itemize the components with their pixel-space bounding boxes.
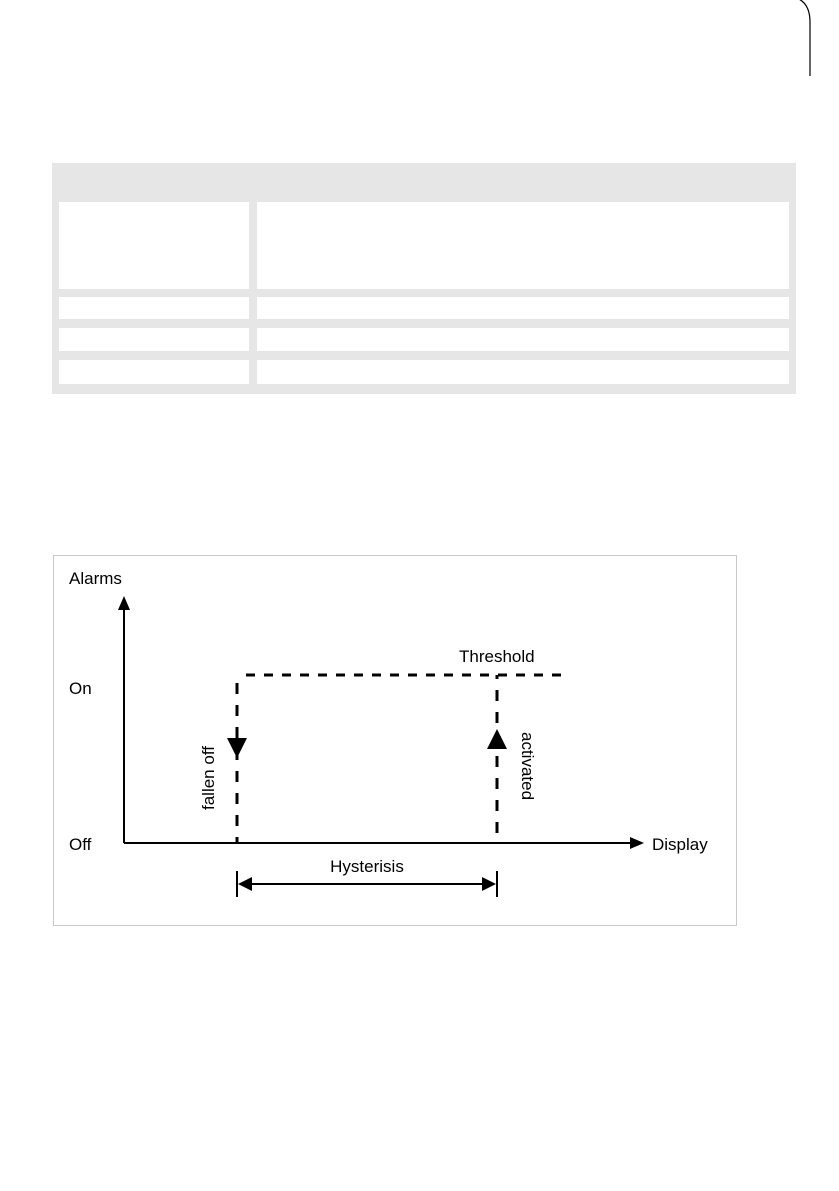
- y-axis-label: Alarms: [69, 569, 122, 588]
- threshold-label: Threshold: [459, 647, 535, 666]
- hysteresis-arrowhead-right: [482, 877, 496, 891]
- table-cell: [59, 297, 249, 319]
- table-cell: [257, 202, 789, 289]
- level-on-label: On: [69, 679, 92, 698]
- fallen-off-label: fallen off: [199, 746, 218, 810]
- table-cell: [257, 297, 789, 319]
- level-off-label: Off: [69, 835, 92, 854]
- activated-arrow-icon: [487, 729, 507, 749]
- corner-mark: [0, 0, 839, 80]
- table-cell: [257, 328, 789, 351]
- table-cell: [257, 360, 789, 384]
- hysteresis-diagram-svg: [54, 556, 736, 925]
- table-cell: [59, 328, 249, 351]
- activated-label: activated: [518, 732, 537, 801]
- fallen-off-arrow-icon: [227, 738, 247, 758]
- table-cell: [59, 202, 249, 289]
- hysteresis-label: Hysterisis: [330, 857, 404, 876]
- x-axis-arrowhead: [630, 837, 644, 849]
- x-axis-label: Display: [652, 835, 708, 854]
- hysteresis-diagram: [53, 555, 737, 926]
- parameter-table: [52, 163, 796, 394]
- table-cell: [59, 360, 249, 384]
- hysteresis-arrowhead-left: [238, 877, 252, 891]
- y-axis-arrowhead: [118, 596, 130, 610]
